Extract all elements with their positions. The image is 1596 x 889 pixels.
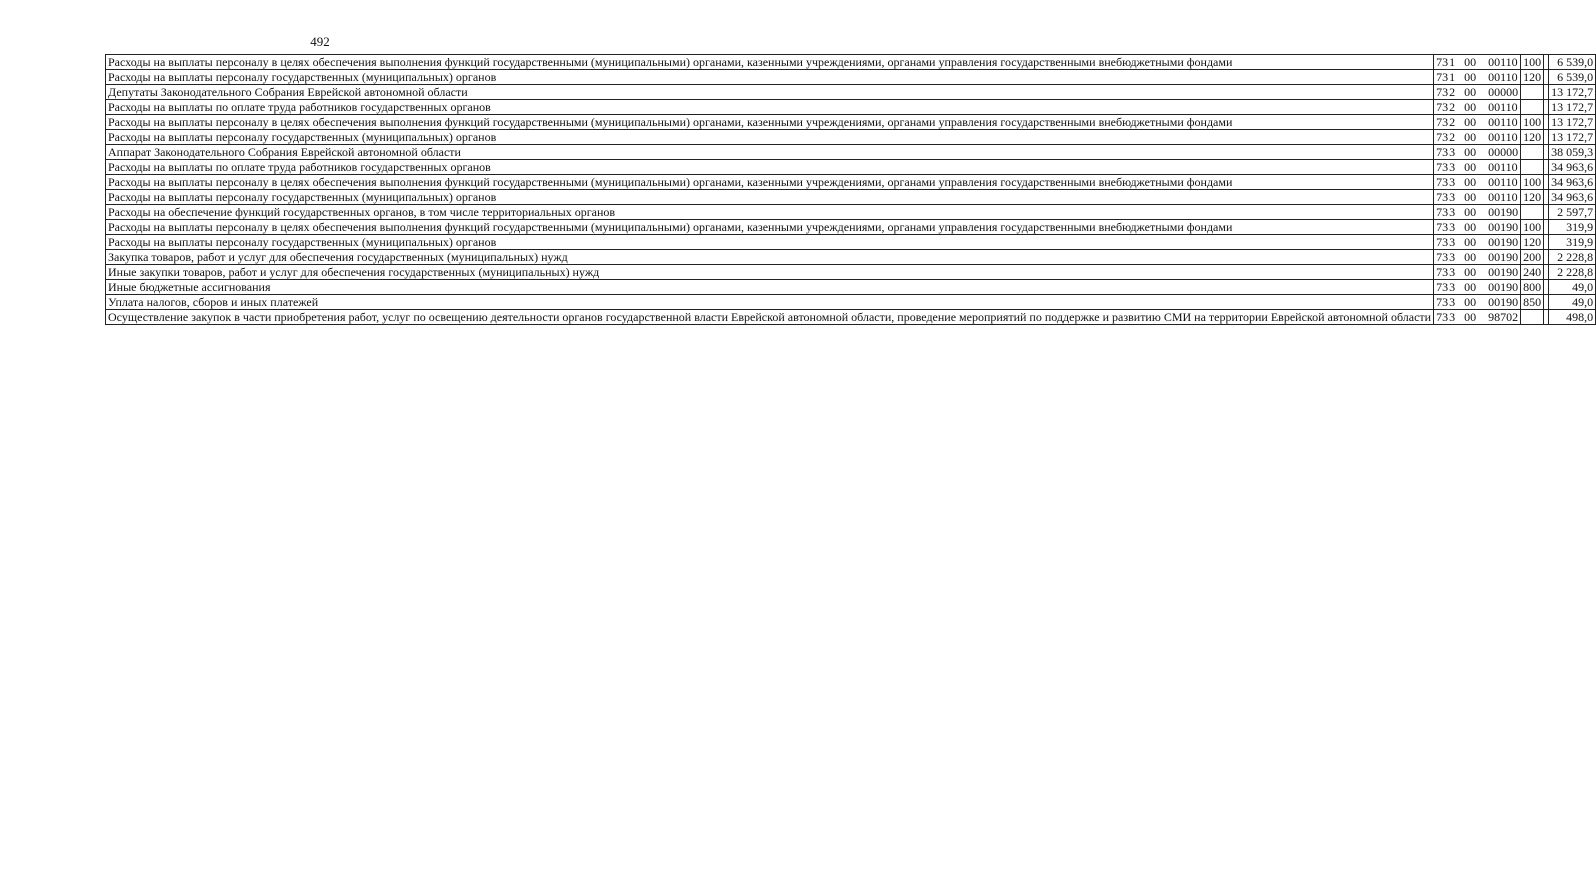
table-row — [106, 220, 1596, 235]
code-subprogram: 3 — [1449, 250, 1456, 264]
code-program: 73 — [1436, 145, 1449, 159]
expense-name-cell: Иные бюджетные ассигнования — [106, 280, 1434, 295]
code-subprogram: 3 — [1449, 145, 1456, 159]
amount-cell: 498,0 — [1549, 310, 1596, 325]
code-group: 00 — [1464, 190, 1477, 204]
code-direction: 00190 — [1488, 235, 1519, 249]
code-direction: 00110 — [1488, 190, 1518, 204]
amount-cell: 2 597,7 — [1549, 205, 1596, 220]
code-group: 00 — [1464, 280, 1477, 294]
expense-name-cell: Расходы на выплаты персоналу в целях обеспечения выполнения функций государственными (муниципальными) органами, казенными учреждениями, органами управления государственными внебюджетными фондами — [106, 115, 1434, 130]
table-row — [106, 310, 1596, 325]
code-group: 00 — [1464, 265, 1477, 279]
expense-type-cell — [1521, 310, 1544, 325]
table-row — [106, 115, 1596, 130]
code-group: 00 — [1464, 220, 1477, 234]
code-program: 73 — [1436, 85, 1449, 99]
code-subprogram: 3 — [1449, 175, 1456, 189]
code-group: 00 — [1464, 160, 1477, 174]
code-program: 73 — [1436, 250, 1449, 264]
code-group: 00 — [1464, 55, 1477, 69]
amount-cell: 13 172,7 — [1549, 130, 1596, 145]
table-row — [106, 265, 1596, 280]
target-code-cell — [1434, 115, 1521, 130]
code-group: 00 — [1464, 250, 1477, 264]
table-row — [106, 205, 1596, 220]
code-group: 00 — [1464, 310, 1477, 324]
target-code-cell — [1434, 100, 1521, 115]
code-program: 73 — [1436, 115, 1449, 129]
code-program: 73 — [1436, 220, 1449, 234]
amount-cell: 2 228,8 — [1549, 265, 1596, 280]
code-group: 00 — [1464, 70, 1477, 84]
expense-type-cell: 120 — [1521, 190, 1544, 205]
target-code-cell — [1434, 310, 1521, 325]
target-code-cell — [1434, 265, 1521, 280]
table-row — [106, 295, 1596, 310]
code-direction: 00110 — [1488, 115, 1518, 129]
target-code-cell — [1434, 295, 1521, 310]
code-program: 73 — [1436, 55, 1449, 69]
budget-table — [105, 54, 1596, 325]
expense-name-cell: Закупка товаров, работ и услуг для обеспечения государственных (муниципальных) нужд — [106, 250, 1434, 265]
code-direction: 00110 — [1488, 100, 1518, 114]
code-group: 00 — [1464, 130, 1477, 144]
expense-name-cell: Расходы на выплаты по оплате труда работников государственных органов — [106, 100, 1434, 115]
amount-cell: 6 539,0 — [1549, 70, 1596, 85]
amount-cell: 13 172,7 — [1549, 115, 1596, 130]
expense-type-cell: 100 — [1521, 220, 1544, 235]
table-row — [106, 145, 1596, 160]
code-subprogram: 1 — [1449, 70, 1456, 84]
code-subprogram: 3 — [1449, 280, 1456, 294]
amount-cell: 34 963,6 — [1549, 190, 1596, 205]
code-direction: 00190 — [1488, 250, 1519, 264]
code-direction: 00110 — [1488, 55, 1518, 69]
expense-type-cell: 120 — [1521, 130, 1544, 145]
target-code-cell — [1434, 130, 1521, 145]
amount-cell: 38 059,3 — [1549, 145, 1596, 160]
expense-name-cell: Уплата налогов, сборов и иных платежей — [106, 295, 1434, 310]
code-subprogram: 1 — [1449, 55, 1456, 69]
expense-type-cell: 200 — [1521, 250, 1544, 265]
code-subprogram: 3 — [1449, 265, 1456, 279]
target-code-cell — [1434, 160, 1521, 175]
code-program: 73 — [1436, 205, 1449, 219]
table-row — [106, 55, 1596, 70]
expense-type-cell: 100 — [1521, 115, 1544, 130]
code-subprogram: 3 — [1449, 205, 1456, 219]
table-row — [106, 100, 1596, 115]
expense-name-cell: Аппарат Законодательного Собрания Еврейской автономной области — [106, 145, 1434, 160]
expense-name-cell: Иные закупки товаров, работ и услуг для обеспечения государственных (муниципальных) нужд — [106, 265, 1434, 280]
table-row — [106, 70, 1596, 85]
code-subprogram: 3 — [1449, 220, 1456, 234]
code-group: 00 — [1464, 85, 1477, 99]
page-number: 492 — [310, 34, 330, 49]
target-code-cell — [1434, 235, 1521, 250]
expense-type-cell: 120 — [1521, 235, 1544, 250]
code-group: 00 — [1464, 175, 1477, 189]
expense-name-cell: Расходы на выплаты персоналу в целях обеспечения выполнения функций государственными (муниципальными) органами, казенными учреждениями, органами управления государственными внебюджетными фондами — [106, 175, 1434, 190]
code-direction: 00190 — [1488, 280, 1519, 294]
code-subprogram: 3 — [1449, 295, 1456, 309]
expense-type-cell — [1521, 205, 1544, 220]
expense-name-cell: Расходы на выплаты персоналу государственных (муниципальных) органов — [106, 235, 1434, 250]
amount-cell: 13 172,7 — [1549, 85, 1596, 100]
table-row — [106, 130, 1596, 145]
expense-name-cell: Расходы на выплаты персоналу государственных (муниципальных) органов — [106, 130, 1434, 145]
table-row — [106, 175, 1596, 190]
target-code-cell — [1434, 190, 1521, 205]
code-program: 73 — [1436, 160, 1449, 174]
target-code-cell — [1434, 70, 1521, 85]
expense-name-cell: Расходы на обеспечение функций государственных органов, в том числе территориальных органов — [106, 205, 1434, 220]
expense-name-cell: Расходы на выплаты персоналу в целях обеспечения выполнения функций государственными (муниципальными) органами, казенными учреждениями, органами управления государственными внебюджетными фондами — [106, 220, 1434, 235]
code-program: 73 — [1436, 295, 1449, 309]
code-direction: 00190 — [1488, 205, 1519, 219]
code-program: 73 — [1436, 100, 1449, 114]
amount-cell: 2 228,8 — [1549, 250, 1596, 265]
table-row — [106, 160, 1596, 175]
code-subprogram: 2 — [1449, 115, 1456, 129]
code-subprogram: 3 — [1449, 190, 1456, 204]
amount-cell: 34 963,6 — [1549, 175, 1596, 190]
code-subprogram: 3 — [1449, 160, 1456, 174]
code-program: 73 — [1436, 265, 1449, 279]
target-code-cell — [1434, 145, 1521, 160]
target-code-cell — [1434, 85, 1521, 100]
expense-type-cell: 100 — [1521, 55, 1544, 70]
expense-type-cell — [1521, 100, 1544, 115]
code-direction: 00000 — [1488, 145, 1519, 159]
code-program: 73 — [1436, 130, 1449, 144]
expense-name-cell: Депутаты Законодательного Собрания Еврейской автономной области — [106, 85, 1434, 100]
code-direction: 00190 — [1488, 220, 1519, 234]
code-group: 00 — [1464, 295, 1477, 309]
code-subprogram: 2 — [1449, 100, 1456, 114]
amount-cell: 49,0 — [1549, 295, 1596, 310]
expense-type-cell — [1521, 145, 1544, 160]
target-code-cell — [1434, 220, 1521, 235]
code-group: 00 — [1464, 205, 1477, 219]
expense-type-cell: 120 — [1521, 70, 1544, 85]
table-row — [106, 85, 1596, 100]
code-direction: 00110 — [1488, 160, 1518, 174]
expense-type-cell: 800 — [1521, 280, 1544, 295]
code-group: 00 — [1464, 235, 1477, 249]
code-direction: 00110 — [1488, 70, 1518, 84]
target-code-cell — [1434, 175, 1521, 190]
amount-cell: 34 963,6 — [1549, 160, 1596, 175]
target-code-cell — [1434, 205, 1521, 220]
code-direction: 00110 — [1488, 175, 1518, 189]
code-program: 73 — [1436, 310, 1449, 324]
code-group: 00 — [1464, 115, 1477, 129]
code-direction: 00190 — [1488, 295, 1519, 309]
expense-name-cell: Расходы на выплаты по оплате труда работников государственных органов — [106, 160, 1434, 175]
expense-type-cell: 850 — [1521, 295, 1544, 310]
code-group: 00 — [1464, 145, 1477, 159]
amount-cell: 13 172,7 — [1549, 100, 1596, 115]
amount-cell: 6 539,0 — [1549, 55, 1596, 70]
table-row — [106, 190, 1596, 205]
expense-name-cell: Расходы на выплаты персоналу государственных (муниципальных) органов — [106, 70, 1434, 85]
budget-table-body — [106, 55, 1596, 325]
expense-type-cell — [1521, 160, 1544, 175]
amount-cell: 319,9 — [1549, 235, 1596, 250]
table-row — [106, 280, 1596, 295]
code-direction: 98702 — [1488, 310, 1519, 324]
code-subprogram: 3 — [1449, 310, 1456, 324]
code-program: 73 — [1436, 280, 1449, 294]
target-code-cell — [1434, 55, 1521, 70]
expense-name-cell: Осуществление закупок в части приобретения работ, услуг по освещению деятельности органов государственной власти Еврейской автономной области, проведение мероприятий по поддержке и развитию СМИ на территории Еврейской автономной области — [106, 310, 1434, 325]
expense-type-cell: 100 — [1521, 175, 1544, 190]
code-direction: 00000 — [1488, 85, 1519, 99]
code-subprogram: 2 — [1449, 130, 1456, 144]
amount-cell: 319,9 — [1549, 220, 1596, 235]
code-program: 73 — [1436, 70, 1449, 84]
code-direction: 00190 — [1488, 265, 1519, 279]
target-code-cell — [1434, 280, 1521, 295]
expense-type-cell: 240 — [1521, 265, 1544, 280]
code-group: 00 — [1464, 100, 1477, 114]
code-direction: 00110 — [1488, 130, 1518, 144]
code-subprogram: 2 — [1449, 85, 1456, 99]
expense-type-cell — [1521, 85, 1544, 100]
target-code-cell — [1434, 250, 1521, 265]
expense-name-cell: Расходы на выплаты персоналу государственных (муниципальных) органов — [106, 190, 1434, 205]
code-program: 73 — [1436, 175, 1449, 189]
table-row — [106, 235, 1596, 250]
expense-name-cell: Расходы на выплаты персоналу в целях обеспечения выполнения функций государственными (муниципальными) органами, казенными учреждениями, органами управления государственными внебюджетными фондами — [106, 55, 1434, 70]
code-subprogram: 3 — [1449, 235, 1456, 249]
table-row — [106, 250, 1596, 265]
code-program: 73 — [1436, 190, 1449, 204]
amount-cell: 49,0 — [1549, 280, 1596, 295]
code-program: 73 — [1436, 235, 1449, 249]
